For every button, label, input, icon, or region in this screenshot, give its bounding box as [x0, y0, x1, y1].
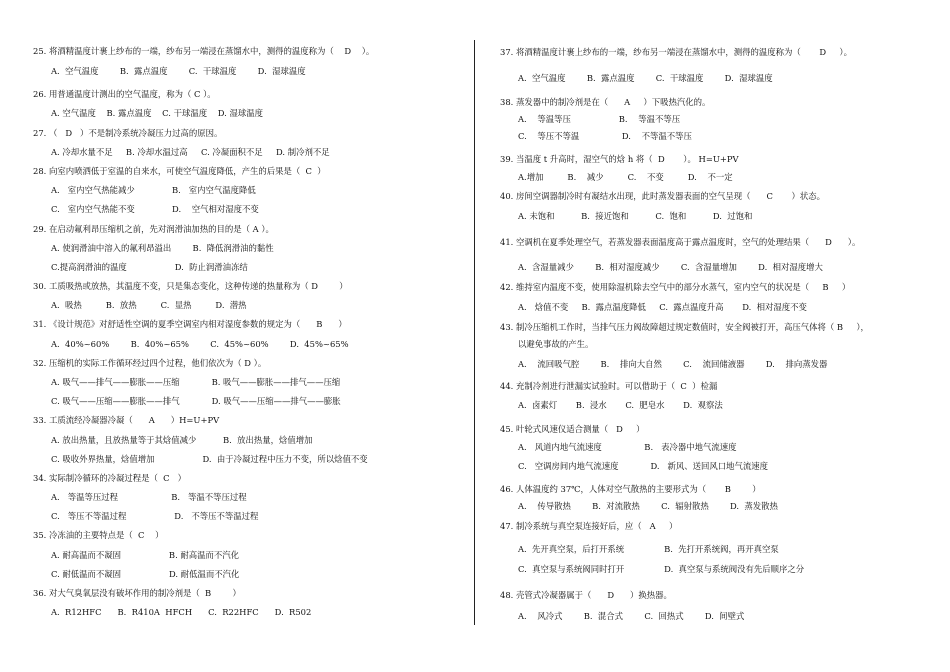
question-text: 33. 工质流经冷凝器冷凝（ A ）H=U+PV: [33, 415, 220, 425]
answer-options: A. 冷却水量不足 B. 冷却水温过高 C. 冷凝面积不足 D. 制冷剂不足: [51, 147, 330, 157]
answer-options: A. 焓值不变 B. 露点温度降低 C. 露点温度升高 D. 相对湿度不变: [518, 302, 807, 312]
answer-options: A. 吸热 B. 放热 C. 显热 D. 潜热: [51, 300, 247, 310]
right-column: [476, 0, 950, 672]
question-text: 25. 将酒精温度计裹上纱布的一端，纱布另一端浸在蒸馏水中，测得的温度称为（ D ）。: [33, 46, 375, 56]
question-text: 31. 《设计规范》对舒适性空调的夏季空调室内相对湿度参数的规定为（ B ）: [33, 319, 347, 329]
question-text: 42. 维持室内温度不变，使用除湿机除去空气中的部分水蒸气，室内空气的状况是（ B ）: [500, 282, 851, 292]
answer-options: A. 未饱和 B. 接近饱和 C. 饱和 D. 过饱和: [518, 211, 753, 221]
answer-options: A. 等温等压 B. 等温不等压: [518, 114, 681, 124]
answer-options: A.增加 B. 减少 C. 不变 D. 不一定: [518, 172, 733, 182]
question-text: 41. 空调机在夏季处理空气，若蒸发器表面温度高于露点温度时，空气的处理结果（ D ）。: [500, 237, 861, 247]
answer-options: C. 等压不等温 D. 不等温不等压: [518, 131, 692, 141]
answer-options: C. 空调房间内地气流速度 D. 新风、送回风口地气流速度: [518, 461, 769, 471]
answer-options: A. 室内空气热能减少 B. 室内空气温度降低: [51, 185, 256, 195]
question-text: 47. 制冷系统与真空泵连接好后，应（ A ）: [500, 521, 678, 531]
left-column: [0, 0, 474, 672]
answer-options: A. 吸气——排气——膨胀——压缩 B. 吸气——膨胀——排气——压缩: [51, 377, 341, 387]
answer-options: A. 流回吸气腔 B. 排向大自然 C. 流回储液器 D. 排向蒸发器: [518, 359, 828, 369]
question-text: 38. 蒸发器中的制冷剂是在（ A ）下吸热汽化的。: [500, 97, 711, 107]
answer-options: A. 40%~60% B. 40%~65% C. 45%~60% D. 45%~65%: [51, 339, 349, 349]
answer-options: A. 卤素灯 B. 浸水 C. 肥皂水 D. 观察法: [518, 400, 723, 410]
answer-options: A. 使润滑油中溶入的氟利昂溢出 B. 降低润滑油的黏性: [51, 243, 274, 253]
answer-options: A. 空气温度 B. 露点温度 C. 干球温度 D. 湿球温度: [51, 66, 306, 76]
question-text: 43. 制冷压缩机工作时，当排气压力阀故障超过规定数值时，安全阀被打开，高压气体将（ B ），: [500, 322, 869, 332]
question-text: 39. 当温度 t 升高时，湿空气的焓 h 将（ D ）。 H=U+PV: [500, 154, 739, 164]
answer-options: A. 传导散热 B. 对流散热 C. 辐射散热 D. 蒸发散热: [518, 501, 778, 511]
question-text: 28. 向室内喷洒低于室温的自来水，可使空气温度降低，产生的后果是（ C ）: [33, 166, 326, 176]
question-text: 29. 在启动氟利昂压缩机之前，先对润滑油加热的目的是（ A ）。: [33, 224, 274, 234]
question-text: 48. 壳管式冷凝器属于（ D ）换热器。: [500, 590, 672, 600]
answer-options: A. 放出热量，且放热量等于其焓值减少 B. 放出热量，焓值增加: [51, 435, 313, 445]
question-text: 26. 用普通温度计测出的空气温度，称为（ C ）。: [33, 89, 216, 99]
answer-options: 以避免事故的产生。: [518, 339, 594, 349]
answer-options: A. 空气温度 B. 露点温度 C. 干球温度 D. 湿球温度: [51, 108, 263, 118]
question-text: 44. 充制冷剂进行泄漏实试验时。可以借助于（ C ）检漏: [500, 381, 718, 391]
answer-options: A. 耐高温而不凝固 B. 耐高温而不汽化: [51, 550, 240, 560]
question-text: 36. 对大气臭氧层没有破坏作用的制冷剂是（ B ）: [33, 588, 241, 598]
answer-options: A. 空气温度 B. 露点温度 C. 干球温度 D. 湿球温度: [518, 73, 773, 83]
answer-options: C. 吸收外界热量，焓值增加 D. 由于冷凝过程中压力不变，所以焓值不变: [51, 454, 368, 464]
question-text: 32. 压缩机的实际工作循环经过四个过程，他们依次为（ D ）。: [33, 358, 267, 368]
answer-options: C. 耐低温而不凝固 D. 耐低温而不汽化: [51, 569, 240, 579]
answer-options: C. 真空泵与系统阀同时打开 D. 真空泵与系统阀没有先后顺序之分: [518, 564, 805, 574]
answer-options: C.提高润滑油的温度 D. 防止润滑油冻结: [51, 262, 248, 272]
answer-options: A. 等温等压过程 B. 等温不等压过程: [51, 492, 247, 502]
answer-options: C. 室内空气热能不变 D. 空气相对湿度不变: [51, 204, 259, 214]
question-text: 30. 工质吸热或放热，其温度不变，只是集态变化，这种传递的热量称为（ D ）: [33, 281, 348, 291]
question-text: 46. 人体温度约 37℃，人体对空气散热的主要形式为（ B ）: [500, 484, 761, 494]
answer-options: A. 先开真空泵，后打开系统 B. 先打开系统阀，再开真空泵: [518, 544, 779, 554]
question-text: 40. 房间空调器制冷时有凝结水出现，此时蒸发器表面的空气呈现（ C ）状态。: [500, 191, 825, 201]
answer-options: A. 含湿量减少 B. 相对湿度减少 C. 含湿量增加 D. 相对湿度增大: [518, 262, 823, 272]
answer-options: A. 风冷式 B. 混合式 C. 回热式 D. 间壁式: [518, 611, 745, 621]
question-text: 34. 实际制冷循环的冷凝过程是（ C ）: [33, 473, 186, 483]
answer-options: A. R12HFC B. R410A HFCH C. R22HFC D. R502: [51, 607, 312, 617]
answer-options: C. 等压不等温过程 D. 不等压不等温过程: [51, 511, 259, 521]
answer-options: A. 风道内地气流速度 B. 表冷器中地气流速度: [518, 442, 737, 452]
question-text: 35. 冷冻油的主要特点是（ C ）: [33, 530, 164, 540]
column-divider: [474, 40, 475, 625]
question-text: 45. 叶轮式风速仪适合测量（ D ）: [500, 424, 645, 434]
question-text: 27. （ D ）不是制冷系统冷凝压力过高的原因。: [33, 128, 223, 138]
answer-options: C. 吸气——压缩——膨胀——排气 D. 吸气——压缩——排气——膨胀: [51, 396, 341, 406]
question-text: 37. 将酒精温度计裹上纱布的一端，纱布另一端浸在蒸馏水中，测得的温度称为（ D ）。: [500, 47, 852, 57]
